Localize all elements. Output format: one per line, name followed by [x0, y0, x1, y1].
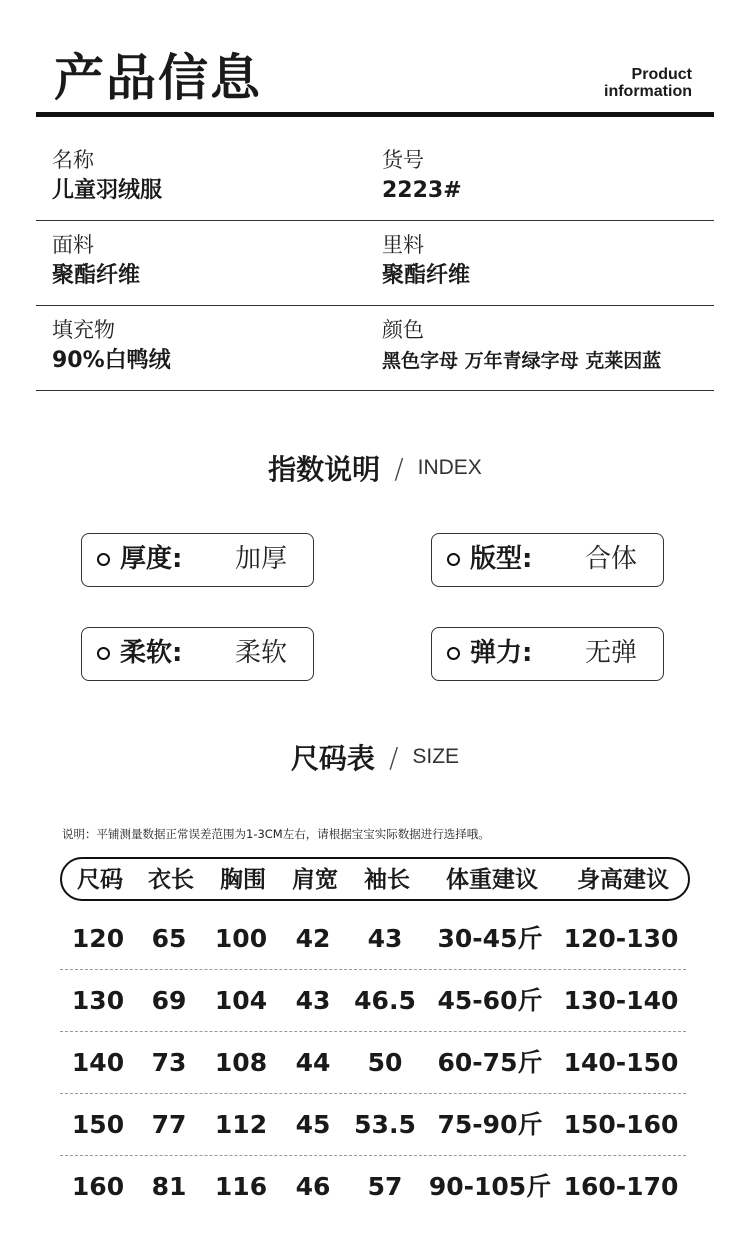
- table-cell: 160-170: [563, 1172, 679, 1201]
- header-english-label: [604, 66, 692, 100]
- info-cell-lining: [382, 222, 470, 290]
- bullet-circle-icon: [447, 553, 460, 566]
- title-slash: /: [388, 740, 399, 774]
- table-row: [60, 1032, 686, 1094]
- column-header: 尺码: [77, 867, 123, 893]
- info-label: 面料: [52, 233, 94, 257]
- title-slash: /: [394, 451, 404, 485]
- index-key: 弹力:: [470, 638, 533, 668]
- table-cell: 160: [71, 1172, 125, 1201]
- table-cell: 46.5: [354, 986, 416, 1015]
- table-cell: 104: [214, 986, 268, 1015]
- column-header: 衣长: [148, 867, 194, 893]
- bullet-circle-icon: [97, 647, 110, 660]
- column-header: 肩宽: [292, 867, 338, 893]
- info-row-filling: [36, 307, 714, 391]
- size-table-header: [60, 857, 690, 901]
- index-key: 厚度:: [120, 544, 183, 574]
- table-cell: 44: [295, 1048, 331, 1077]
- table-cell: 57: [367, 1172, 403, 1201]
- info-row-name: [36, 137, 714, 221]
- size-note: 说明：平铺测量数据正常误差范围为1-3CM左右，请根据宝宝实际数据进行选择哦。: [62, 827, 490, 841]
- column-header: 身高建议: [577, 867, 669, 893]
- index-box-thickness: [81, 533, 314, 587]
- table-cell: 53.5: [354, 1110, 416, 1139]
- table-cell: 46: [295, 1172, 331, 1201]
- index-title-en: INDEX: [417, 456, 482, 479]
- size-title-zh: 尺码表: [290, 742, 375, 775]
- header-divider: [36, 112, 714, 117]
- column-header: 袖长: [364, 867, 410, 893]
- header-english-line1: Product: [631, 66, 692, 83]
- table-cell: 108: [214, 1048, 268, 1077]
- info-label: 颜色: [382, 318, 424, 342]
- table-cell: 90-105斤: [428, 1172, 552, 1201]
- column-header: 胸围: [220, 867, 266, 893]
- header-english-line2: information: [604, 83, 692, 100]
- info-value: 2223#: [382, 178, 462, 203]
- table-cell: 69: [151, 986, 187, 1015]
- table-cell: 150-160: [563, 1110, 679, 1139]
- index-box-softness: [81, 627, 314, 681]
- header: [36, 40, 714, 118]
- table-row: [60, 908, 686, 970]
- table-cell: 120-130: [563, 924, 679, 953]
- table-cell: 73: [151, 1048, 187, 1077]
- table-cell: 130: [71, 986, 125, 1015]
- info-cell-fabric: [52, 222, 140, 290]
- info-row-fabric: [36, 222, 714, 306]
- table-cell: 140: [71, 1048, 125, 1077]
- info-label: 货号: [382, 148, 424, 172]
- table-cell: 130-140: [563, 986, 679, 1015]
- index-title-zh: 指数说明: [268, 453, 381, 486]
- info-cell-color: [382, 307, 661, 375]
- column-header: 体重建议: [446, 867, 538, 893]
- table-row: [60, 1156, 686, 1218]
- index-value: 合体: [584, 544, 637, 574]
- index-box-elasticity: [431, 627, 664, 681]
- index-section-title: [0, 448, 750, 488]
- table-cell: 43: [367, 924, 403, 953]
- table-cell: 43: [295, 986, 331, 1015]
- table-cell: 100: [214, 924, 268, 953]
- info-cell-filling: [52, 307, 171, 375]
- bullet-circle-icon: [447, 647, 460, 660]
- info-value: 聚酯纤维: [382, 263, 471, 288]
- info-value: 聚酯纤维: [52, 263, 141, 288]
- info-cell-name: [52, 137, 162, 205]
- table-cell: 42: [295, 924, 331, 953]
- index-box-fit: [431, 533, 664, 587]
- table-cell: 45: [295, 1110, 331, 1139]
- table-cell: 77: [151, 1110, 187, 1139]
- table-cell: 120: [71, 924, 125, 953]
- table-cell: 30-45斤: [437, 924, 543, 953]
- table-cell: 50: [367, 1048, 403, 1077]
- info-value: 儿童羽绒服: [52, 178, 163, 203]
- info-label: 里料: [382, 233, 424, 257]
- info-cell-item-number: [382, 137, 462, 205]
- index-key: 版型:: [470, 544, 533, 574]
- bullet-circle-icon: [97, 553, 110, 566]
- table-cell: 81: [151, 1172, 187, 1201]
- table-cell: 150: [71, 1110, 125, 1139]
- info-label: 名称: [52, 148, 94, 172]
- index-value: 加厚: [234, 544, 287, 574]
- table-row: [60, 970, 686, 1032]
- table-cell: 45-60斤: [437, 986, 543, 1015]
- index-value: 无弹: [584, 638, 637, 668]
- table-cell: 112: [214, 1110, 268, 1139]
- table-row: [60, 1094, 686, 1156]
- page-title: 产品信息: [54, 49, 262, 107]
- size-section-title: [0, 737, 750, 777]
- index-value: 柔软: [234, 638, 287, 668]
- table-cell: 116: [214, 1172, 268, 1201]
- info-value: 90%白鸭绒: [52, 348, 171, 373]
- info-label: 填充物: [52, 318, 115, 342]
- info-value: 黑色字母 万年青绿字母 克莱因蓝: [382, 350, 662, 372]
- table-cell: 60-75斤: [437, 1048, 543, 1077]
- table-cell: 75-90斤: [437, 1110, 543, 1139]
- table-cell: 65: [151, 924, 187, 953]
- index-key: 柔软:: [120, 638, 183, 668]
- size-title-en: SIZE: [412, 745, 460, 768]
- table-cell: 140-150: [563, 1048, 679, 1077]
